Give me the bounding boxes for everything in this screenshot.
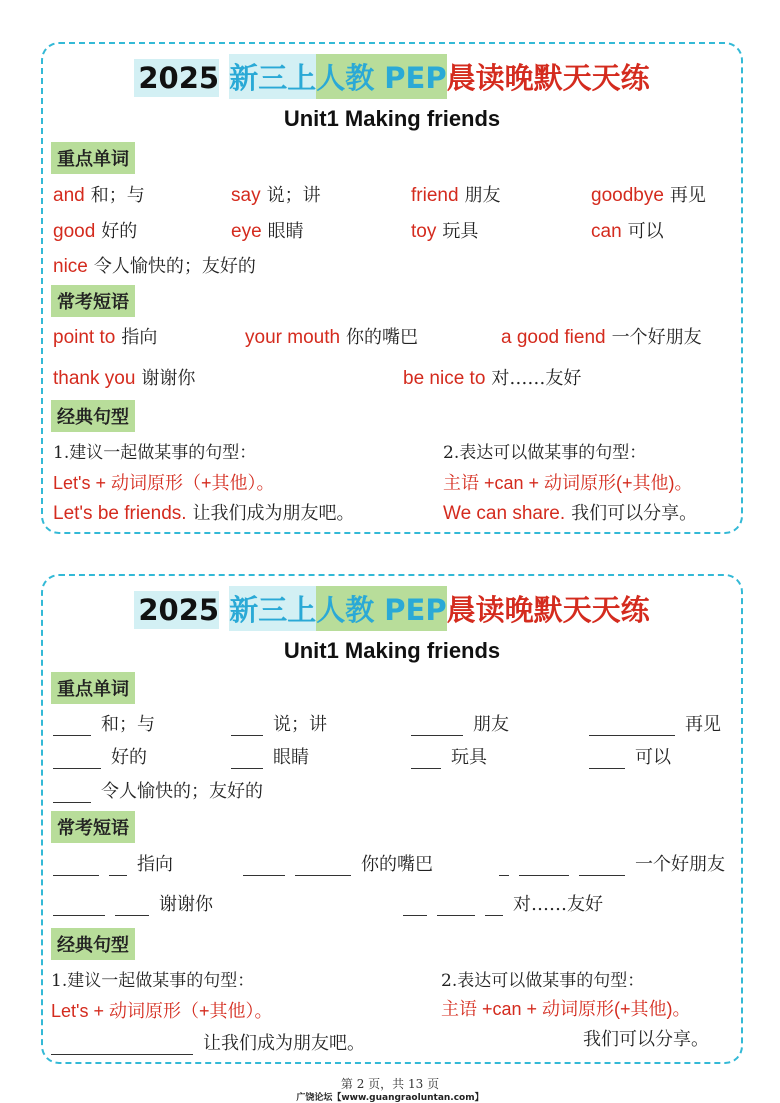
answer-blank[interactable] [411,750,441,769]
phrase-en: your mouth [245,327,341,348]
sentence-head-left: 1.建议一起做某事的句型： [53,443,257,463]
answer-blank[interactable] [243,857,285,876]
phrase-zh: 一个好朋友 [611,327,702,348]
word-en: can [591,221,622,242]
word-zh: 好的 [101,221,138,242]
answer-blank[interactable] [53,857,99,876]
word-zh: 再见 [685,714,721,735]
card-title [43,54,741,99]
word-en: say [231,185,261,206]
word-en: eye [231,221,262,242]
word-zh: 说；讲 [266,185,321,206]
title-edition: 人教 PEP [316,54,446,99]
answer-blank[interactable] [53,897,105,916]
example-zh: 我们可以分享。 [571,503,698,524]
section-phrases: 常考短语 [51,811,135,843]
phrase-en: a good fiend [501,327,606,348]
word-zh: 再见 [669,185,706,206]
answer-blank[interactable] [589,717,675,736]
word-zh: 和；与 [90,185,145,206]
answer-blank[interactable] [231,717,263,736]
example-zh: 我们可以分享。 [583,1029,709,1050]
title-year: 2025 [134,59,219,97]
phrase-zh: 谢谢你 [141,368,196,389]
word-zh: 玩具 [442,221,479,242]
sentence-example-left [51,1029,365,1055]
sentence-example-right [443,499,697,525]
phrase-zh: 你的嘴巴 [361,854,433,875]
word-zh: 眼睛 [273,747,309,768]
sentence-pattern-right: 主语 +can + 动词原形(+其他)。 [441,999,691,1019]
phrase-zh: 指向 [137,854,173,875]
answer-blank[interactable] [109,857,127,876]
sentence-head-right: 2.表达可以做某事的句型： [441,971,645,991]
site-footer: 广饶论坛【www.guangraoluntan.com】 [296,1093,484,1103]
answer-blank[interactable] [51,1036,193,1055]
sentence-example-left [53,499,355,525]
answer-blank[interactable] [115,897,149,916]
phrase-zh: 一个好朋友 [635,854,725,875]
answer-blank[interactable] [437,897,475,916]
title-grade: 新三上 [229,54,316,99]
answer-blank[interactable] [589,750,625,769]
word-en: nice [53,256,88,277]
sentence-pattern-left: Let's + 动词原形（+其他）。 [51,1001,273,1021]
phrase-zh: 谢谢你 [159,894,213,915]
phrase-en: be nice to [403,368,486,389]
answer-blank[interactable] [53,784,91,803]
phrase-zh: 对……友好 [513,894,603,915]
phrase-zh: 你的嘴巴 [346,327,419,348]
word-en: toy [411,221,437,242]
phrase-zh: 对……友好 [491,368,582,389]
sentence-head-right: 2.表达可以做某事的句型： [443,443,647,463]
section-words: 重点单词 [51,672,135,704]
answer-blank[interactable] [403,897,427,916]
title-rest: 晨读晚默天天练 [446,593,650,627]
word-zh: 说；讲 [273,714,327,735]
word-zh: 可以 [635,747,671,768]
section-sentences: 经典句型 [51,928,135,960]
section-words: 重点单词 [51,142,135,174]
answer-blank[interactable] [519,857,569,876]
word-zh: 令人愉快的；友好的 [101,781,263,802]
page-footer: 第 2 页，共 13 页 [340,1077,440,1091]
word-zh: 和；与 [101,714,155,735]
answer-blank[interactable] [579,857,625,876]
answer-blank[interactable] [411,717,463,736]
phrase-en: point to [53,327,116,348]
phrase-zh: 指向 [121,327,158,348]
unit-title: Unit1 Making friends [283,638,501,663]
title-edition: 人教 PEP [316,586,446,631]
word-zh: 玩具 [451,747,487,768]
word-zh: 朋友 [464,185,501,206]
example-en: Let's be friends. [53,503,187,524]
word-zh: 眼睛 [267,221,304,242]
answer-blank[interactable] [499,857,509,876]
card-title [43,586,741,631]
title-year: 2025 [134,591,219,629]
sentence-head-left: 1.建议一起做某事的句型： [51,971,255,991]
title-grade: 新三上 [229,586,316,631]
answer-blank[interactable] [295,857,351,876]
answer-card [41,42,743,534]
phrase-en: thank you [53,368,136,389]
unit-title: Unit1 Making friends [283,106,501,131]
word-zh: 令人愉快的；友好的 [93,256,256,277]
answer-blank[interactable] [485,897,503,916]
word-zh: 可以 [627,221,664,242]
sentence-pattern-left: Let's + 动词原形（+其他）。 [53,473,275,493]
word-en: goodbye [591,185,664,206]
sentence-example-right [583,1025,709,1051]
example-en: We can share. [443,503,566,524]
dictation-card [41,574,743,1064]
answer-blank[interactable] [53,717,91,736]
sentence-pattern-right: 主语 +can + 动词原形(+其他)。 [443,473,693,493]
word-en: friend [411,185,459,206]
word-en: and [53,185,85,206]
section-sentences: 经典句型 [51,400,135,432]
word-en: good [53,221,96,242]
example-zh: 让我们成为朋友吧。 [203,1033,365,1054]
word-zh: 朋友 [473,714,509,735]
answer-blank[interactable] [231,750,263,769]
answer-blank[interactable] [53,750,101,769]
section-phrases: 常考短语 [51,285,135,317]
example-zh: 让我们成为朋友吧。 [192,503,355,524]
title-rest: 晨读晚默天天练 [446,61,650,95]
word-zh: 好的 [111,747,147,768]
